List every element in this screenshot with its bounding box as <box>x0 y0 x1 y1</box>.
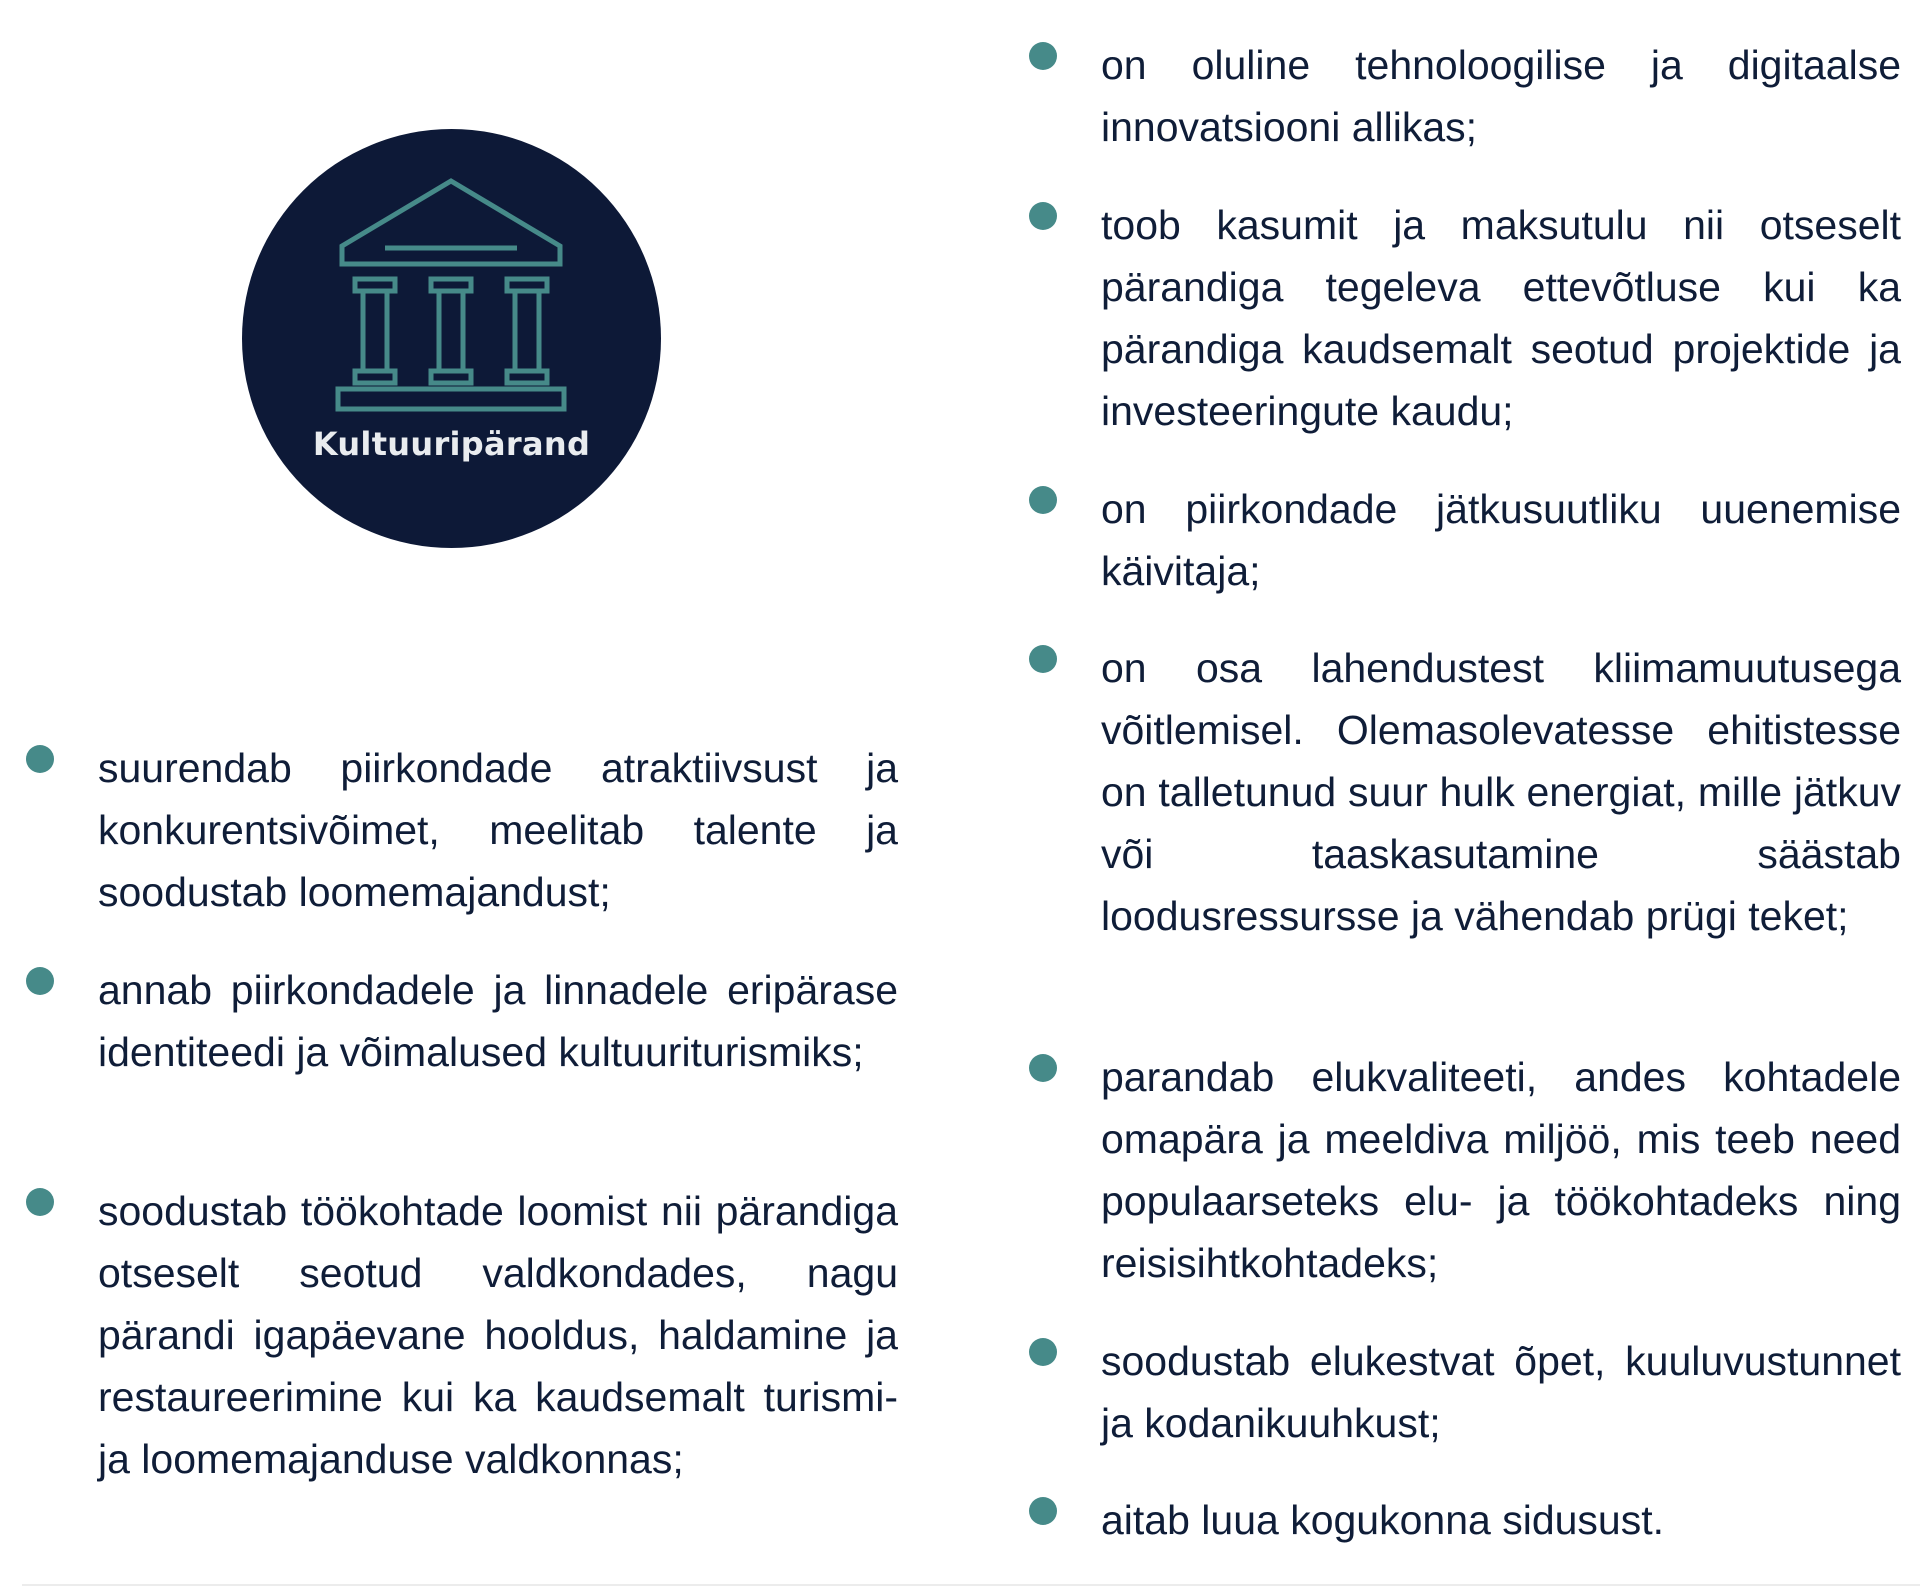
list-item-text: on oluline tehnoloogilise ja digitaalse innovatsiooni allikas; <box>1101 42 1901 150</box>
bullet-dot-icon <box>1029 1338 1057 1366</box>
list-item <box>0 737 920 917</box>
list-item <box>0 1180 920 1550</box>
list-item <box>1000 1330 1920 1454</box>
list-item-text: parandab elukvaliteeti, andes kohtadele omapära ja meeldiva miljöö, mis teeb need populaarseteks elu- ja töökohtadeks ning reisisihtkohtadeks; <box>1101 1054 1901 1286</box>
list-item <box>1000 1489 1920 1551</box>
list-item-text: soodustab elukestvat õpet, kuuluvustunnet ja kodanikuuhkust; <box>1101 1338 1901 1446</box>
bullet-dot-icon <box>26 1188 54 1216</box>
bullet-dot-icon <box>26 967 54 995</box>
list-item-text: soodustab töökohtade loomist nii pärandiga otseselt seotud valdkondades, nagu pärandi igapäevane hooldus, haldamine ja restaureerimine kui ka kaudsemalt turismi- ja loomemajanduse valdkonnas; <box>98 1188 898 1482</box>
bottom-divider <box>22 1584 1920 1586</box>
list-item-text: aitab luua kogukonna sidusust. <box>1101 1497 1665 1543</box>
list-item <box>1000 34 1920 158</box>
list-item-text: annab piirkondadele ja linnadele eripärase identiteedi ja võimalused kultuuriturismiks; <box>98 967 898 1075</box>
list-item <box>0 959 920 1139</box>
list-item-text: on osa lahendustest kliimamuutusega võitlemisel. Olemasolevatesse ehitistesse on talletunud suur hulk energiat, mille jätkuv või taaskasutamine säästab loodusressursse ja vähendab prügi teket; <box>1101 645 1901 939</box>
right-benefit-list <box>1000 0 1920 1589</box>
list-item <box>1000 194 1920 442</box>
bullet-dot-icon <box>1029 1497 1057 1525</box>
list-item-text: toob kasumit ja maksutulu nii otseselt pärandiga tegeleva ettevõtluse kui ka pärandiga kaudsemalt seotud projektide ja investeeringute kaudu; <box>1101 202 1901 434</box>
bullet-dot-icon <box>1029 202 1057 230</box>
list-item-text: on piirkondade jätkusuutliku uuenemise käivitaja; <box>1101 486 1901 594</box>
bullet-dot-icon <box>1029 486 1057 514</box>
left-benefit-list <box>0 0 920 1589</box>
bullet-dot-icon <box>1029 1054 1057 1082</box>
list-item-text: suurendab piirkondade atraktiivsust ja konkurentsivõimet, meelitab talente ja soodustab loomemajandust; <box>98 745 898 915</box>
bullet-dot-icon <box>1029 42 1057 70</box>
list-item <box>1000 1046 1920 1294</box>
bullet-dot-icon <box>26 745 54 773</box>
list-item <box>1000 478 1920 602</box>
list-item <box>1000 637 1920 1009</box>
bullet-dot-icon <box>1029 645 1057 673</box>
emblem-label: Kultuuripärand <box>312 425 591 463</box>
